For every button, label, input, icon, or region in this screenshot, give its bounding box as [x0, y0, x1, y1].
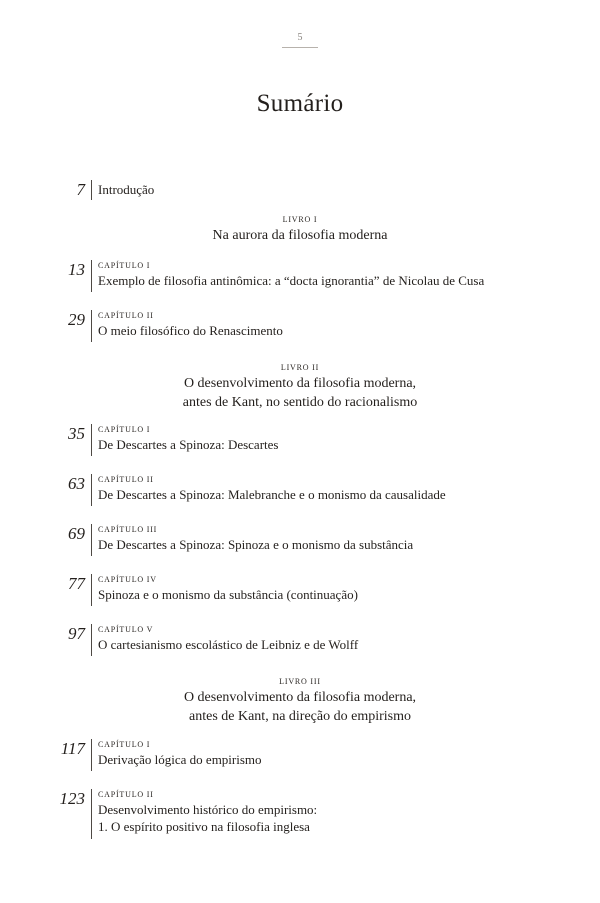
entry-page-number: 123	[59, 789, 85, 808]
book-title-line: O desenvolvimento da filosofia moderna,	[183, 690, 417, 705]
entry-divider	[91, 424, 92, 456]
entry-divider	[91, 739, 92, 771]
chapter-label: CAPÍTULO I	[98, 261, 151, 270]
entry-title: De Descartes a Spinoza: Spinoza e o monismo da substância	[98, 537, 414, 552]
entry-divider	[91, 260, 92, 292]
entry-page-number: 63	[68, 474, 85, 493]
book-title-line: antes de Kant, na direção do empirismo	[189, 709, 411, 724]
entry-title: Derivação lógica do empirismo	[98, 752, 262, 767]
entry-title: Spinoza e o monismo da substância (continuação)	[98, 587, 358, 602]
chapter-label: CAPÍTULO V	[98, 625, 154, 634]
entry-title: De Descartes a Spinoza: Malebranche e o monismo da causalidade	[98, 487, 446, 502]
book-title-line: antes de Kant, no sentido do racionalismo	[182, 395, 418, 410]
entry-page-number: 7	[76, 180, 85, 199]
chapter-label: CAPÍTULO III	[98, 525, 158, 534]
page-number-rule	[282, 47, 318, 48]
entry-page-number: 117	[60, 739, 85, 758]
book-heading-1	[0, 214, 600, 245]
page-number: 5	[297, 32, 303, 43]
chapter-label: CAPÍTULO II	[98, 311, 154, 320]
book-label: LIVRO I	[282, 215, 318, 224]
entry-title: O meio filosófico do Renascimento	[98, 323, 283, 338]
book-label: LIVRO III	[279, 677, 321, 686]
entry-page-number: 69	[68, 524, 85, 543]
entry-page-number: 97	[68, 624, 85, 643]
chapter-label: CAPÍTULO I	[98, 425, 151, 434]
book-title-line: O desenvolvimento da filosofia moderna,	[183, 376, 417, 391]
entry-divider	[91, 180, 92, 200]
entry-divider	[91, 624, 92, 656]
entry-page-number: 35	[68, 424, 85, 443]
entry-divider	[91, 310, 92, 342]
entry-title: Exemplo de filosofia antinômica: a “docta ignorantia” de Nicolau de Cusa	[98, 273, 485, 288]
book-title: Na aurora da filosofia moderna	[212, 228, 388, 243]
entry-title: Introdução	[98, 182, 155, 197]
entry-title: De Descartes a Spinoza: Descartes	[98, 437, 279, 452]
entry-divider	[91, 474, 92, 506]
chapter-label: CAPÍTULO I	[98, 740, 151, 749]
entry-divider	[91, 524, 92, 556]
entry-title: Desenvolvimento histórico do empirismo:	[98, 802, 318, 817]
chapter-label: CAPÍTULO IV	[98, 575, 157, 584]
book-label: LIVRO II	[280, 363, 320, 372]
entry-page-number: 77	[68, 574, 85, 593]
entry-divider	[91, 789, 92, 839]
chapter-label: CAPÍTULO II	[98, 790, 154, 799]
entry-subtitle: 1. O espírito positivo na filosofia inglesa	[98, 819, 310, 834]
entry-title: O cartesianismo escolástico de Leibniz e de Wolff	[98, 637, 359, 652]
entry-page-number: 29	[68, 310, 85, 329]
book-heading-2	[0, 362, 600, 412]
entry-divider	[91, 574, 92, 606]
page-title: Sumário	[256, 90, 344, 117]
chapter-label: CAPÍTULO II	[98, 475, 154, 484]
entry-page-number: 13	[68, 260, 85, 279]
book-heading-3	[0, 676, 600, 726]
